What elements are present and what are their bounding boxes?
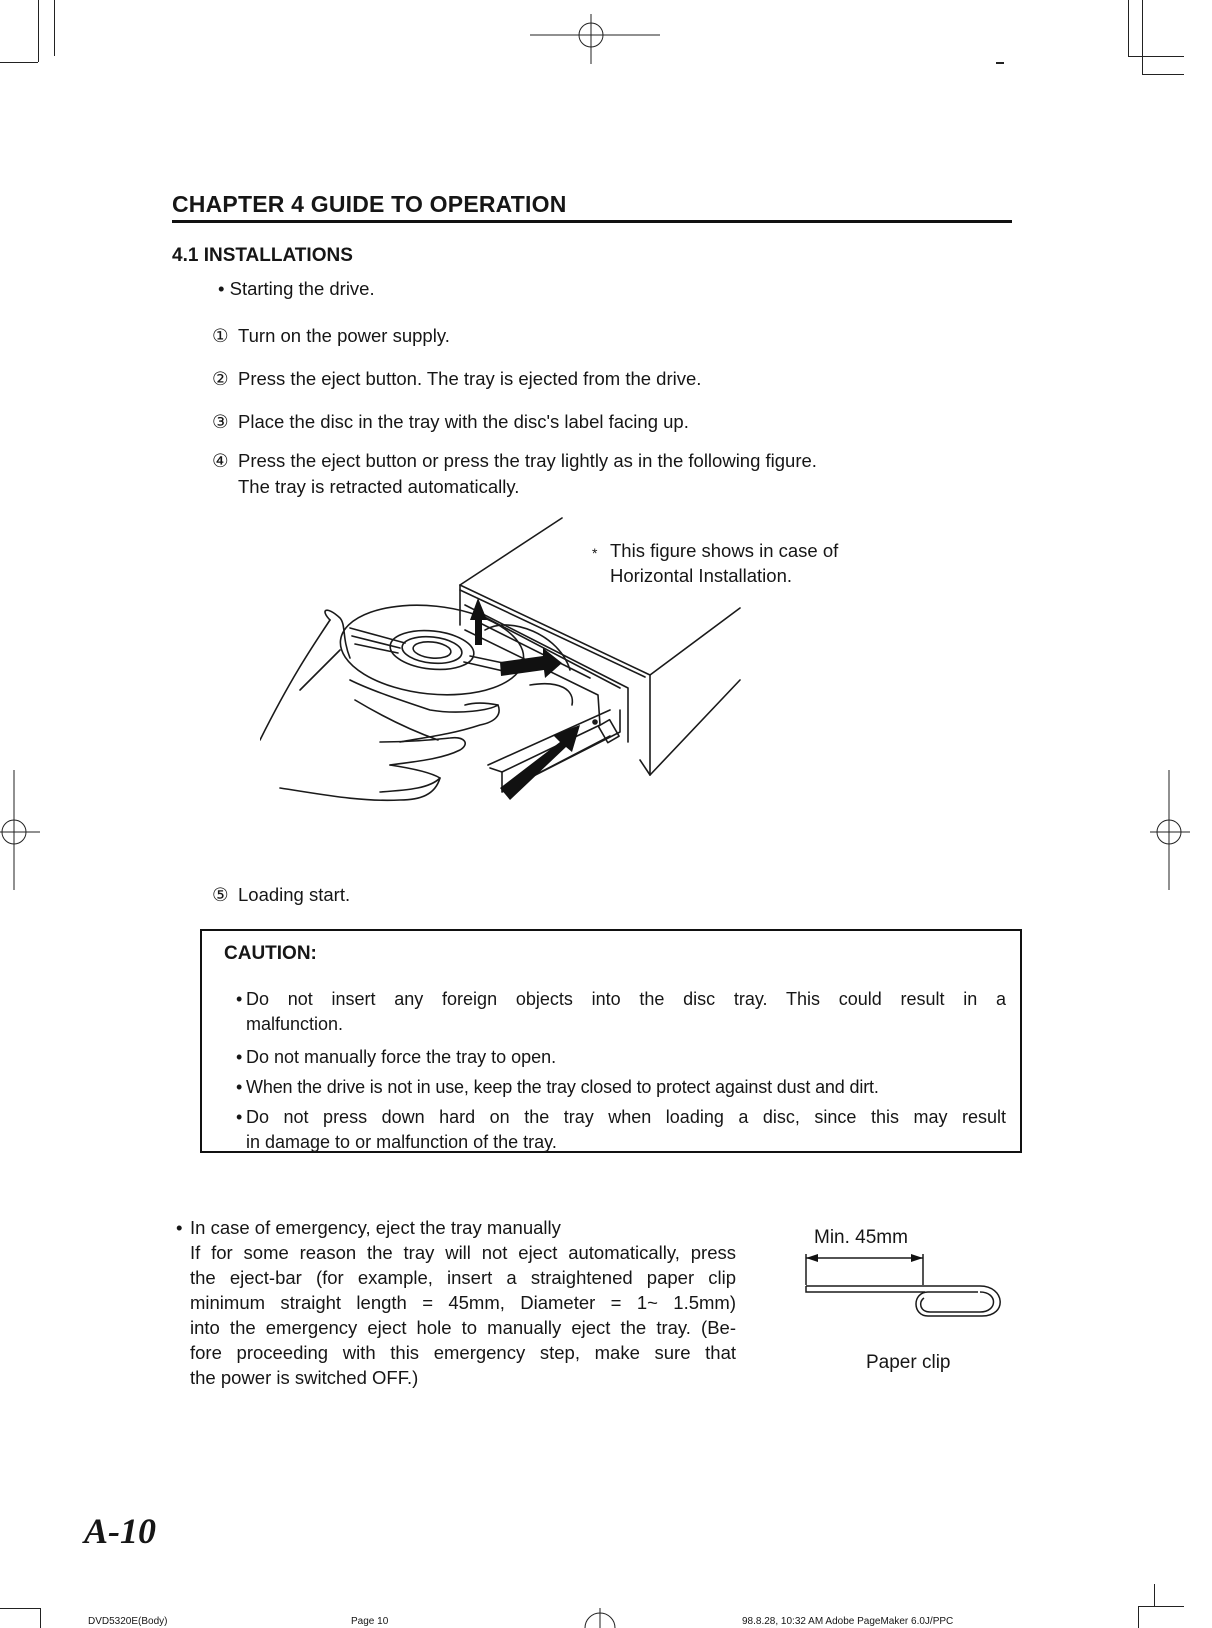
step-number: ②: [212, 368, 229, 389]
paperclip-caption: Paper clip: [866, 1352, 951, 1373]
step-text: Turn on the power supply.: [238, 325, 450, 346]
step-4: [212, 448, 817, 500]
step-3: [212, 409, 689, 435]
caution-item-line: in damage to or malfunction of the tray.: [246, 1132, 557, 1152]
step-text: Loading start.: [238, 884, 351, 905]
caution-item-line: Do not manually force the tray to open.: [246, 1047, 557, 1067]
emergency-bullet: •: [176, 1217, 183, 1238]
step-text-continued: The tray is retracted automatically.: [238, 476, 520, 497]
registration-mark-left: [0, 770, 40, 890]
chapter-title: CHAPTER 4 GUIDE TO OPERATION: [172, 190, 1012, 223]
crop-mark: [1142, 74, 1184, 75]
registration-mark-top: [530, 14, 660, 64]
figure-note-line-2: Horizontal Installation.: [610, 565, 793, 586]
intro-bullet: • Starting the drive.: [218, 278, 375, 299]
caution-item: • Do not manually force the tray to open.: [246, 1045, 1006, 1070]
step-5: [212, 882, 350, 908]
crop-mark: [1138, 1606, 1184, 1607]
footer-filename: DVD5320E(Body): [88, 1616, 168, 1627]
step-number: ①: [212, 325, 229, 346]
crop-mark: [1154, 1584, 1155, 1606]
step-1: [212, 323, 450, 349]
figure-note-line-1: This figure shows in case of: [610, 540, 839, 561]
figure-note-star: *: [592, 545, 598, 561]
crop-mark: [1142, 0, 1143, 74]
registration-mark-bottom: [575, 1608, 625, 1628]
crop-mark: [0, 1608, 40, 1609]
step-text: Press the eject button or press the tray lightly as in the following figure.: [238, 450, 817, 471]
step-number: ④: [212, 450, 229, 471]
step-number: ③: [212, 411, 229, 432]
crop-mark: [38, 0, 39, 62]
emergency-line: minimum straight length = 45mm, Diameter = 1~ 1.5mm): [190, 1292, 736, 1313]
caution-item: • When the drive is not in use, keep the tray closed to protect against dust and dirt.: [246, 1075, 1006, 1100]
caution-item-line: Do not press down hard on the tray when loading a disc, since this may result: [246, 1107, 1006, 1127]
step-2: [212, 366, 701, 392]
paperclip-min-length-label: Min. 45mm: [814, 1227, 908, 1248]
caution-box: [200, 929, 1022, 1153]
step-text: Press the eject button. The tray is ejected from the drive.: [238, 368, 702, 389]
registration-mark-right: [1150, 770, 1190, 890]
caution-item: • Do not press down hard on the tray when loading a disc, since this may result in damage to or malfunction of the tray.: [246, 1105, 1006, 1155]
step-number: ⑤: [212, 884, 229, 905]
emergency-heading: In case of emergency, eject the tray manually: [190, 1217, 561, 1238]
caution-item-line: malfunction.: [246, 1014, 344, 1034]
caution-item-line: Do not insert any foreign objects into the disc tray. This could result in a: [246, 989, 1006, 1009]
emergency-line: the power is switched OFF.): [190, 1367, 419, 1388]
paperclip-illustration: [800, 1250, 1020, 1330]
section-title: 4.1 INSTALLATIONS: [172, 245, 353, 266]
crop-mark: [1138, 1606, 1139, 1628]
crop-mark: [1128, 56, 1184, 57]
crop-mark: [54, 0, 55, 56]
footer-page: Page 10: [351, 1616, 389, 1627]
footer-timestamp: 98.8.28, 10:32 AM Adobe PageMaker 6.0J/PPC: [742, 1616, 954, 1627]
crop-mark: [40, 1608, 41, 1628]
emergency-line: the eject-bar (for example, insert a straightened paper clip: [190, 1267, 736, 1288]
caution-item-line: When the drive is not in use, keep the tray closed to protect against dust and dirt.: [246, 1077, 879, 1097]
caution-item: • Do not insert any foreign objects into the disc tray. This could result in a malfunction.: [246, 987, 1006, 1037]
emergency-line: If for some reason the tray will not eject automatically, press: [190, 1242, 736, 1263]
stray-mark: [996, 62, 1004, 64]
emergency-line: into the emergency eject hole to manually eject the tray. (Be-: [190, 1317, 736, 1338]
page-number: A-10: [84, 1511, 156, 1551]
crop-mark: [1128, 0, 1129, 56]
emergency-line: fore proceeding with this emergency step, make sure that: [190, 1342, 736, 1363]
caution-title: CAUTION:: [224, 943, 317, 964]
crop-mark: [0, 62, 38, 63]
step-text: Place the disc in the tray with the disc's label facing up.: [238, 411, 689, 432]
